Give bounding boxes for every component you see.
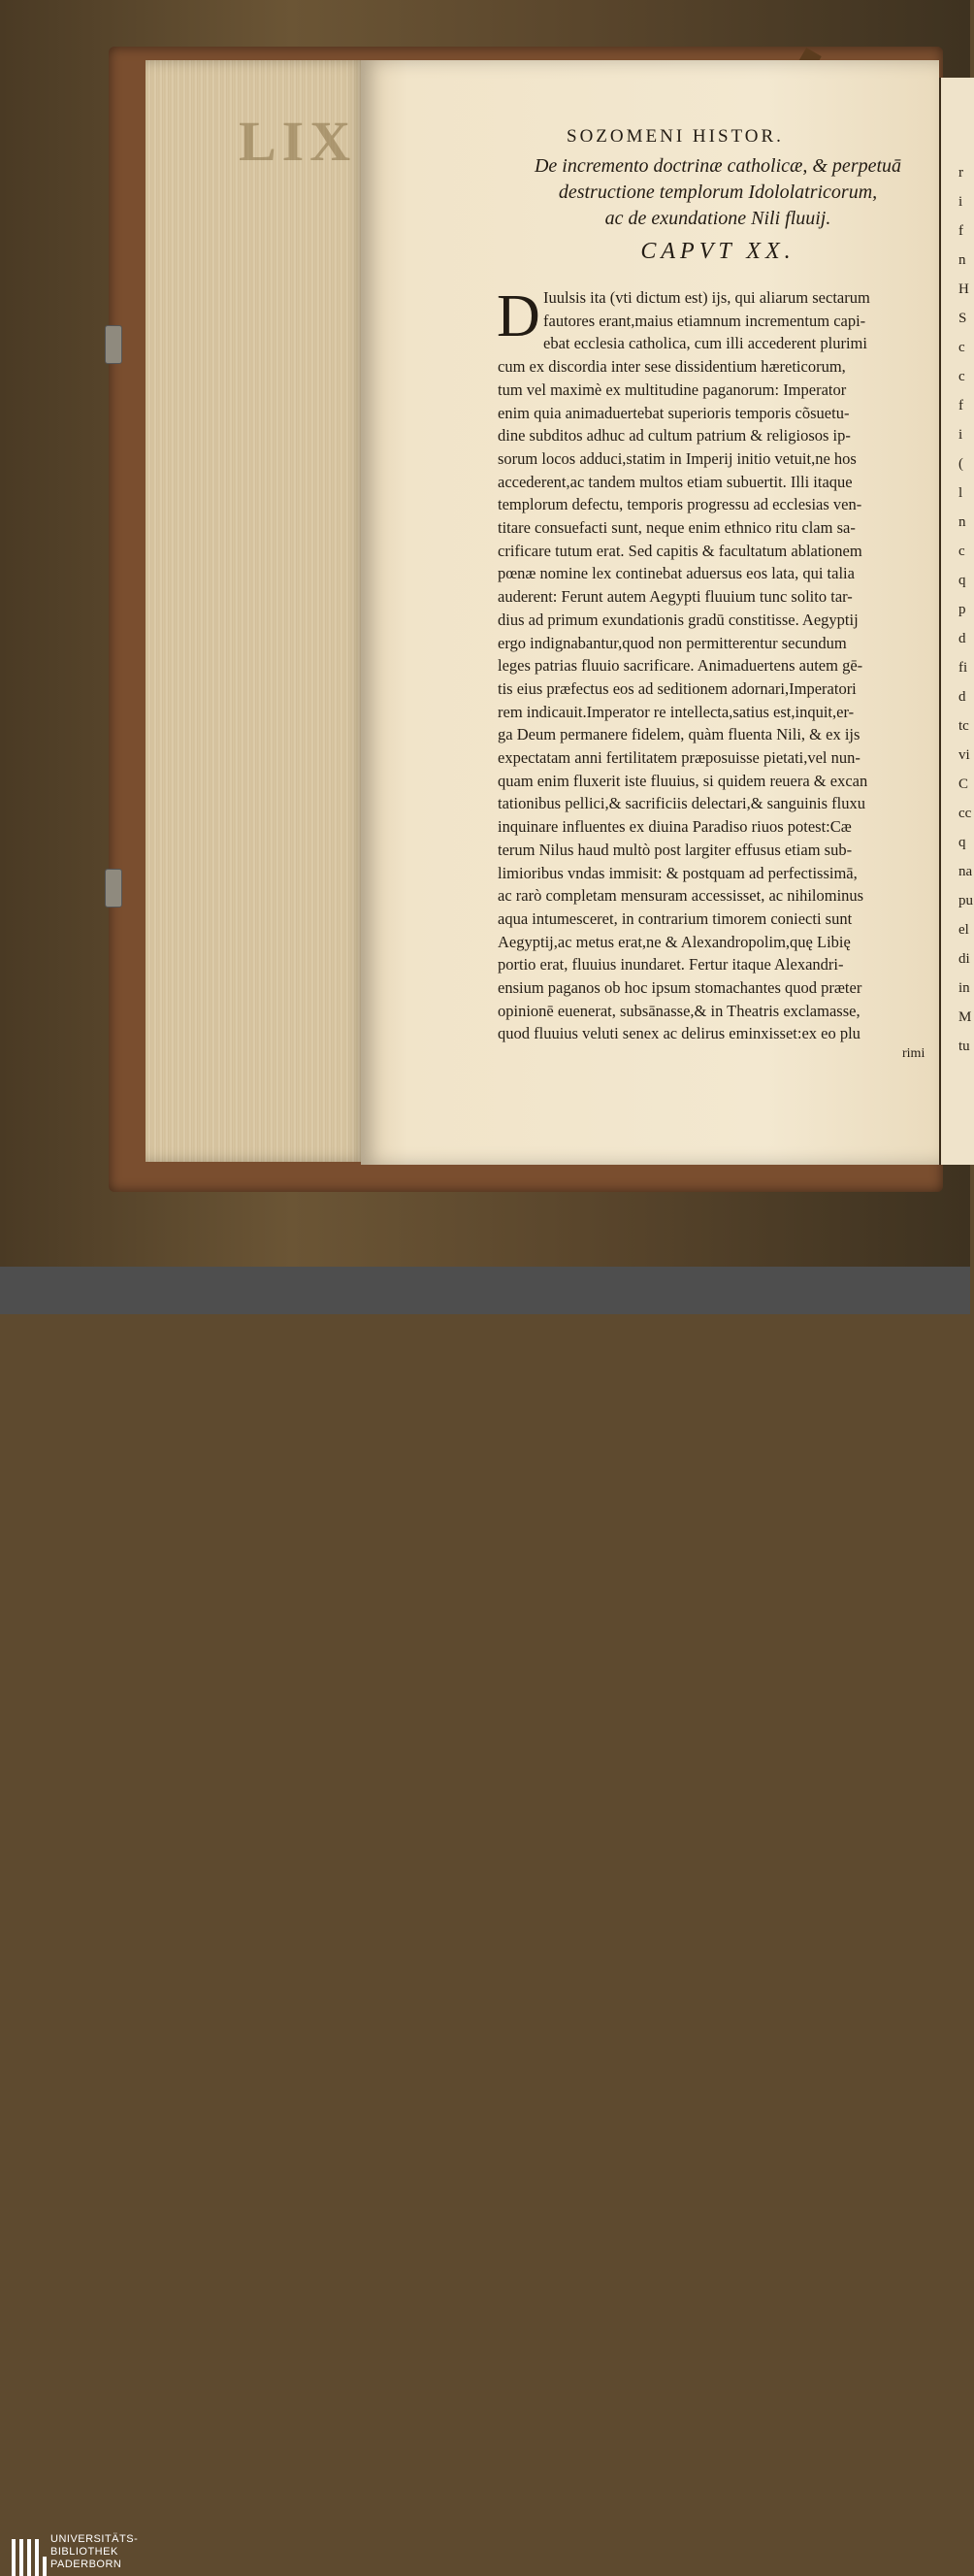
- page-edges: [146, 60, 367, 1162]
- facing-edge-letter: f: [958, 398, 963, 413]
- facing-edge-letter: c: [958, 369, 965, 384]
- facing-edge-letter: f: [958, 223, 963, 239]
- logo-bar-3: [27, 2539, 31, 2576]
- facing-edge-letter: vi: [958, 747, 970, 763]
- body-line: portio erat, fluuius inundaret. Fertur itaque Alexandri-: [498, 955, 844, 974]
- logo-bar-1: [12, 2539, 16, 2576]
- body-line: dine subditos adhuc ad cultum patrium & religiosos ip-: [498, 426, 851, 446]
- edge-mark: LIX: [239, 110, 357, 173]
- body-line: enim quia animaduertebat superioris temporis cõsuetu-: [498, 403, 850, 422]
- chapter-title-line-3: ac de exundatione Nili fluuij.: [604, 208, 831, 229]
- facing-edge-letter: in: [958, 980, 970, 996]
- body-line: expectatam anni fertilitatem præposuisse pietati,vel nun-: [498, 748, 860, 767]
- body-line: cum ex discordia inter sese dissidentium hæreticorum,: [498, 357, 846, 377]
- body-line: Iuulsis ita (vti dictum est) ijs, qui aliarum sectarum: [543, 288, 870, 307]
- facing-edge-letter: el: [958, 922, 969, 938]
- footer-bar: [0, 1267, 970, 2570]
- facing-edge-letter: n: [958, 252, 966, 268]
- facing-edge-letter: c: [958, 544, 965, 559]
- body-line: accederent,ac tandem multos etiam subuertit. Illi itaque: [498, 472, 853, 491]
- body-line: pœnæ nomine lex continebat aduersus eos lata, qui talia: [498, 564, 855, 583]
- body-line: terum Nilus haud multò post largiter effusus etiam sub-: [498, 840, 853, 859]
- facing-edge-letter: di: [958, 951, 970, 967]
- body-line: titare consuefacti sunt, neque enim ethnico ritu clam sa-: [498, 518, 856, 537]
- chapter-title-line-2: destructione templorum Idololatricorum,: [558, 182, 878, 203]
- facing-edge-letter: l: [958, 485, 963, 501]
- facing-edge-letter: i: [958, 194, 963, 210]
- chapter-title-line-1: De incremento doctrinæ catholicæ, & perpetuā: [534, 155, 902, 177]
- body-line: sorum locos adduci,statim in Imperij initio vetuit,ne hos: [498, 448, 857, 468]
- drop-cap: D: [497, 283, 540, 349]
- facing-edge-letter: H: [958, 281, 969, 297]
- library-logo-line-3: PADERBORN: [50, 2559, 122, 2570]
- body-line: tationibus pellici,& sacrificiis delectari,& sanguinis fluxu: [498, 794, 865, 813]
- facing-page-edge: [939, 78, 974, 1165]
- logo-bar-4: [35, 2539, 39, 2576]
- body-line: inquinare influentes ex diuina Paradiso riuos potest:Cæ: [498, 817, 852, 837]
- running-head: SOZOMENI HISTOR.: [567, 126, 784, 147]
- body-line: auderent: Ferunt autem Aegypti fluuium tunc solito tar-: [498, 587, 853, 607]
- facing-edge-letter: (: [958, 456, 963, 472]
- facing-edge-letter: cc: [958, 806, 972, 821]
- facing-edge-letter: d: [958, 631, 966, 646]
- chapter-number: CAPVT XX.: [640, 239, 795, 264]
- facing-edge-letter: r: [958, 165, 963, 181]
- logo-bar-2: [19, 2539, 23, 2576]
- catchword: rimi: [902, 1046, 925, 1061]
- body-line: ensium paganos ob hoc ipsum stomachantes quod præter: [498, 978, 862, 997]
- scan-background: [0, 0, 973, 1267]
- body-line: aqua intumesceret, in contrarium timorem coniecti sunt: [498, 908, 853, 928]
- clasp-lower: [105, 869, 122, 908]
- body-line: leges patrias fluuio sacrificare. Animaduertens autem gē-: [498, 656, 863, 676]
- body-line: fautores erant,maius etiamnum incrementum capi-: [543, 311, 866, 330]
- body-line: tis eius præfectus eos ad seditionem adornari,Imperatori: [498, 678, 857, 698]
- body-line: Aegyptij,ac metus erat,ne & Alexandropolim,quę Libię: [498, 932, 851, 951]
- facing-edge-letter: c: [958, 340, 965, 355]
- library-logo-line-2: BIBLIOTHEK: [50, 2546, 118, 2558]
- body-line: ergo indignabantur,quod non permitterentur secundum: [498, 633, 847, 652]
- facing-edge-letter: fi: [958, 660, 968, 676]
- facing-edge-letter: q: [958, 573, 966, 588]
- body-line: quam enim fluxerit iste fluuius, si quidem reuera & excan: [498, 771, 868, 790]
- body-line: crificare tutum erat. Sed capitis & facultatum ablationem: [498, 541, 862, 560]
- logo-bar-5: [43, 2557, 47, 2576]
- body-line: ebat ecclesia catholica, cum illi accederent plurimi: [543, 334, 867, 353]
- facing-edge-letter: S: [958, 311, 967, 326]
- facing-edge-letter: na: [958, 864, 973, 879]
- body-line: limioribus vndas immisit: & postquam ad perfectissimā,: [498, 863, 858, 882]
- clasp-upper: [105, 325, 122, 364]
- body-line: ga Deum permanere fidelem, quàm fluenta Nili, & ex ijs: [498, 725, 860, 744]
- facing-edge-letter: n: [958, 514, 966, 530]
- body-line: templorum defectu, temporis progressu ad ecclesias ven-: [498, 495, 862, 514]
- body-line: tum vel maximè ex multitudine paganorum: Imperator: [498, 380, 847, 399]
- body-line: dius ad primum exundationis gradū constitisse. Aegyptij: [498, 610, 859, 629]
- facing-edge-letter: q: [958, 835, 966, 850]
- facing-edge-letter: M: [958, 1009, 972, 1025]
- body-line: quod fluuius veluti senex ac delirus eminxisset:ex eo plu: [498, 1024, 860, 1043]
- facing-edge-letter: p: [958, 602, 966, 617]
- facing-edge-letter: C: [958, 776, 969, 792]
- facing-edge-letter: pu: [958, 893, 973, 908]
- body-line: rem indicauit.Imperator re intellecta,satius est,inquit,er-: [498, 702, 855, 721]
- facing-edge-letter: i: [958, 427, 963, 443]
- body-line: opinionē euenerat, subsānasse,& in Theatris exclamasse,: [498, 1001, 860, 1020]
- facing-edge-letter: d: [958, 689, 966, 705]
- facing-edge-letter: tu: [958, 1039, 970, 1054]
- body-line: ac rarò completam mensuram accessisset, ac nihilominus: [498, 886, 864, 906]
- library-logo-line-1: UNIVERSITÄTS-: [50, 2533, 139, 2545]
- facing-edge-letter: tc: [958, 718, 969, 734]
